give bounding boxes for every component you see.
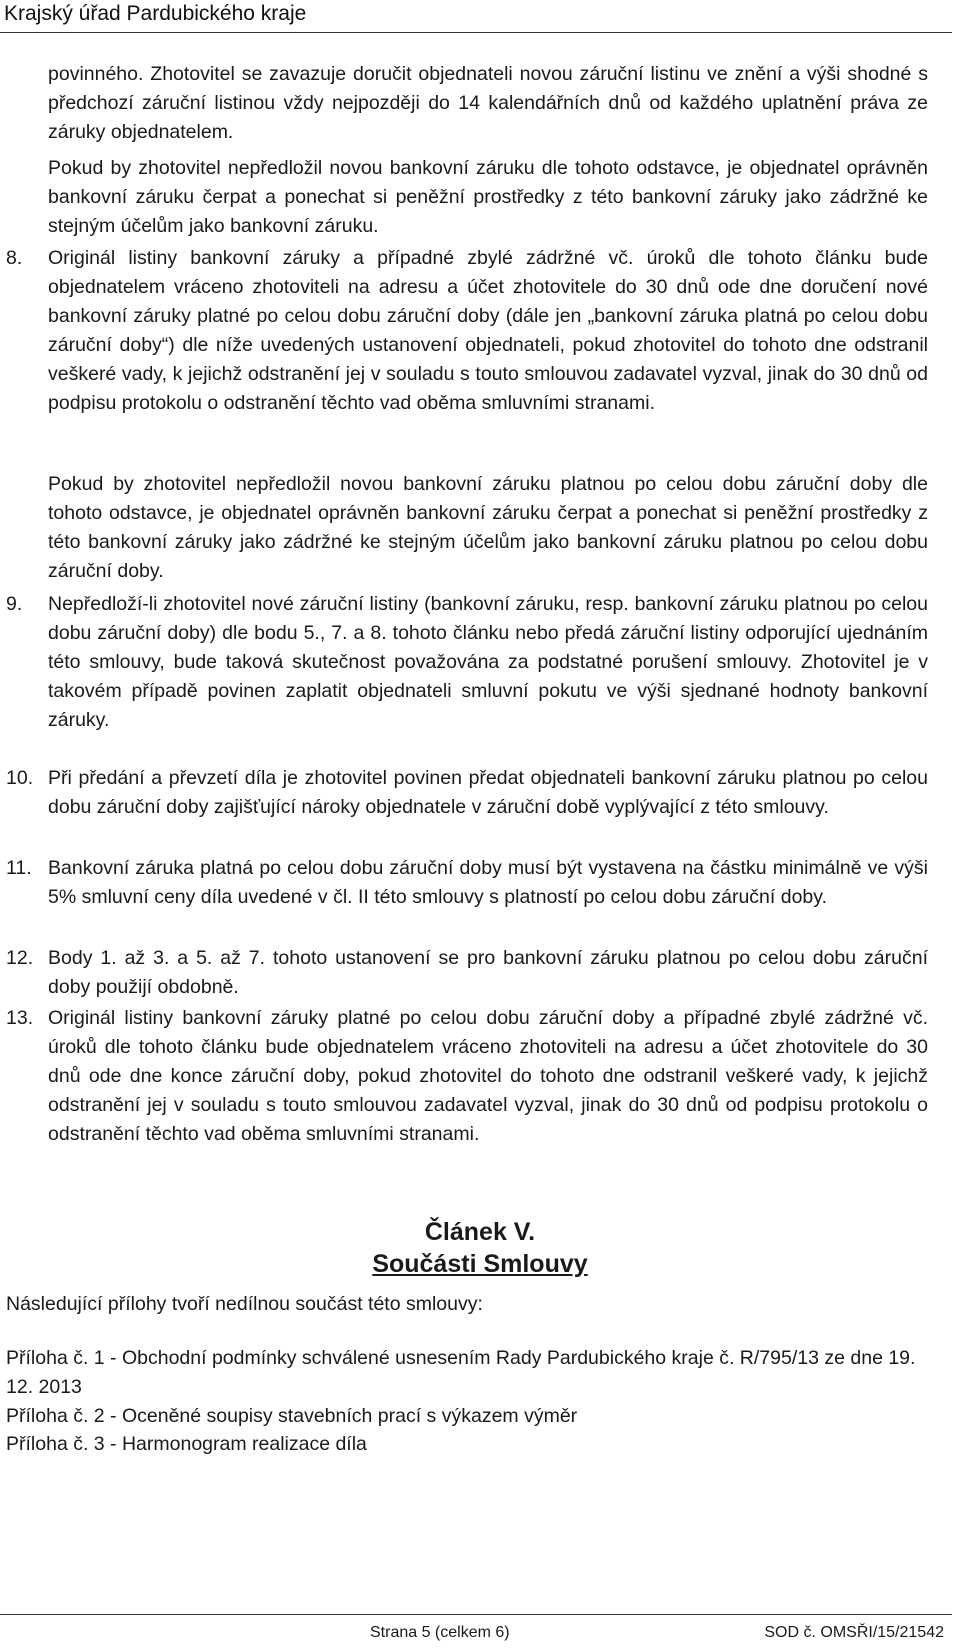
attachment-1: Příloha č. 1 - Obchodní podmínky schválené usnesením Rady Pardubického kraje č. R/795/13 ze dne 19. 12. 2013 <box>6 1347 916 1398</box>
article-subheading-text: Součásti Smlouvy <box>372 1250 588 1278</box>
footer-contract-code: SOD č. OMSŘI/15/21542 <box>764 1624 944 1641</box>
list-item-number: 10. <box>6 767 34 789</box>
article-subheading <box>0 1250 960 1279</box>
article-heading: Článek V. <box>424 1218 536 1246</box>
list-item-text: Bankovní záruka platná po celou dobu záruční doby musí být vystavena na částku minimálně ve výši 5% smluvní ceny díla uvedené v čl. II této smlouvy s platností po celou dobu záruční doby. <box>48 857 928 908</box>
list-item-text: Originál listiny bankovní záruky platné po celou dobu záruční doby a případné zbylé zádržné vč. úroků dle tohoto článku bude objednatelem vráceno zhotoviteli na adresu a účet zhotovitele do 30 dnů ode dne konce záruční doby, pokud zhotovitel do tohoto dne odstranil veškeré vady, k jejichž odstranění jej v souladu s touto smlouvou zadavatel vyzval, jinak do 30 dnů od podpisu protokolu o odstranění těchto vad oběma smluvními stranami. <box>48 1007 928 1145</box>
attachment-2: Příloha č. 2 - Oceněné soupisy stavebních prací s výkazem výměr <box>6 1405 578 1427</box>
list-item-number: 9. <box>6 593 23 615</box>
list-item-number: 11. <box>6 857 32 879</box>
list-item-number: 12. <box>6 947 34 969</box>
attachment-3: Příloha č. 3 - Harmonogram realizace díla <box>6 1433 367 1455</box>
paragraph-continuation: povinného. Zhotovitel se zavazuje doručit objednateli novou záruční listinu ve znění a výši shodné s předchozí záruční listinou vždy nejpozději do 14 kalendářních dnů od každého uplatnění práva ze záruky objednatelem. <box>48 63 928 143</box>
paragraph-item-8-extra: Pokud by zhotovitel nepředložil novou bankovní záruku platnou po celou dobu záruční doby dle tohoto odstavce, je objednatel oprávněn bankovní záruku čerpat a ponechat si peněžní prostředky z této bankovní záruky jako zádržné ke stejným účelům jako bankovní záruku platnou po celou dobu záruční doby. <box>48 473 928 582</box>
paragraph-guarantee-replacement: Pokud by zhotovitel nepředložil novou bankovní záruku dle tohoto odstavce, je objednatel oprávněn bankovní záruku čerpat a ponechat si peněžní prostředky z této bankovní záruky jako zádržné ke stejným účelům jako bankovní záruku. <box>48 157 928 237</box>
list-item-text: Originál listiny bankovní záruky a případné zbylé zádržné vč. úroků dle tohoto článku bude objednatelem vráceno zhotoviteli na adresu a účet zhotovitele do 30 dnů ode dne doručení nové bankovní záruky platné po celou dobu záruční doby (dále jen „bankovní záruka platná po celou dobu záruční doby“) dle níže uvedených ustanovení objednateli, pokud zhotovitel do tohoto dne odstranil veškeré vady, k jejichž odstranění jej v souladu s touto smlouvou zadavatel vyzval, jinak do 30 dnů od podpisu protokolu o odstranění těchto vad oběma smluvními stranami. <box>48 247 928 414</box>
list-item-text: Při předání a převzetí díla je zhotovitel povinen předat objednateli bankovní záruku platnou po celou dobu záruční doby zajišťující nároky objednatele v záruční době vyplývající z této smlouvy. <box>48 767 928 818</box>
list-item-text: Body 1. až 3. a 5. až 7. tohoto ustanovení se pro bankovní záruku platnou po celou dobu záruční doby použijí obdobně. <box>48 947 928 998</box>
list-item-number: 13. <box>6 1007 34 1029</box>
footer-page-number: Strana 5 (celkem 6) <box>370 1624 510 1641</box>
attachments-intro: Následující přílohy tvoří nedílnou součást této smlouvy: <box>6 1293 483 1315</box>
list-item-number: 8. <box>6 247 23 269</box>
page-header <box>0 0 952 33</box>
header-title: Krajský úřad Pardubického kraje <box>4 2 307 25</box>
list-item-text: Nepředloží-li zhotovitel nové záruční listiny (bankovní záruku, resp. bankovní záruku platnou po celou dobu záruční doby) dle bodu 5., 7. a 8. tohoto článku nebo předá záruční listiny odporující ujednáním této smlouvy, bude taková skutečnost považována za podstatné porušení smlouvy. Zhotovitel je v takovém případě povinen zaplatit objednateli smluvní pokutu ve výši sjednané hodnoty bankovní záruky. <box>48 593 928 731</box>
footer-divider <box>0 1614 952 1615</box>
